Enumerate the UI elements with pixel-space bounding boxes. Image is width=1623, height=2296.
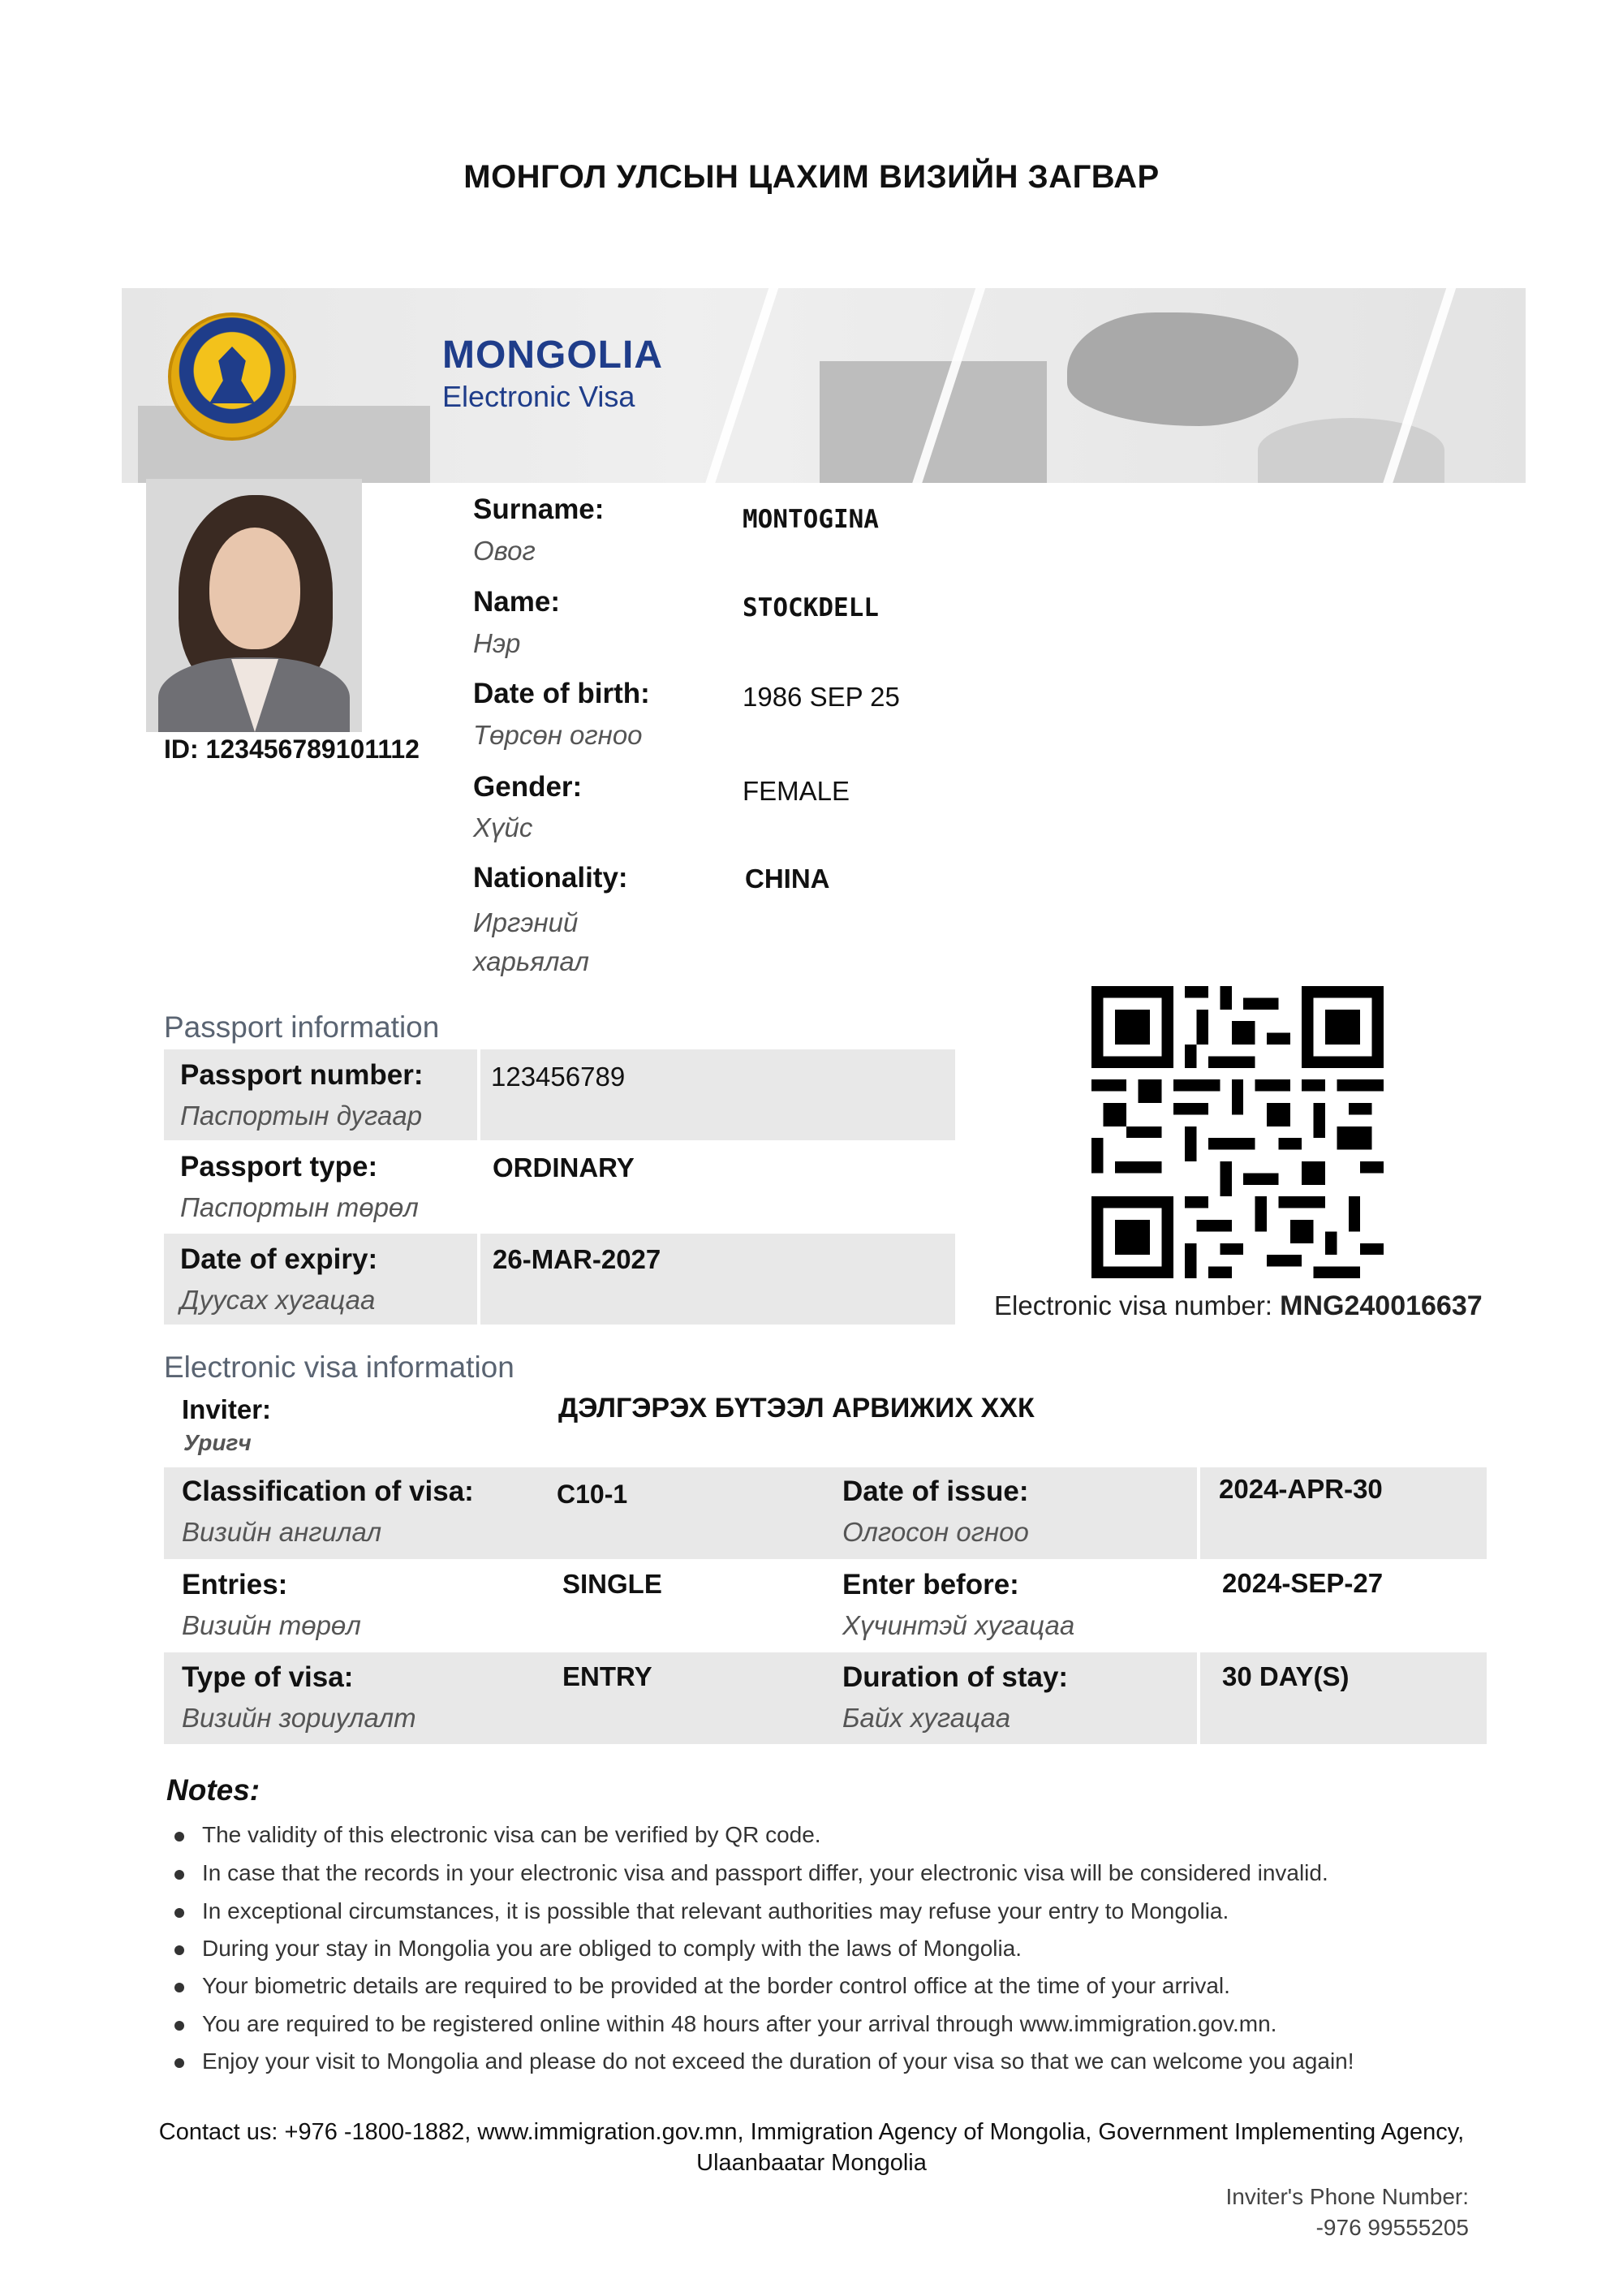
visa-classification-value: C10-1	[557, 1480, 628, 1509]
inviter-sub: Уригч	[183, 1430, 252, 1455]
stay-duration-sub: Байх хугацаа	[842, 1703, 1011, 1733]
holder-id	[164, 734, 420, 765]
gender-value: FEMALE	[743, 776, 850, 806]
holder-photo	[146, 479, 362, 732]
entries-sub: Визийн төрөл	[182, 1610, 361, 1640]
banner-divider	[695, 288, 783, 483]
visa-section-title: Electronic visa information	[164, 1350, 514, 1384]
bullet-icon	[174, 2021, 184, 2031]
inviter-label: Inviter:	[182, 1394, 272, 1424]
banner	[122, 288, 1526, 483]
enter-before-label: Enter before:	[842, 1569, 1019, 1600]
passport-column-divider	[477, 1049, 480, 1325]
contact-line-2: Ulaanbaatar Mongolia	[696, 2150, 927, 2176]
passport-type-label: Passport type:	[180, 1151, 378, 1182]
banner-building-image	[138, 406, 430, 483]
bullet-icon	[174, 1945, 184, 1955]
brand-subtitle: Electronic Visa	[442, 380, 635, 413]
dob-value: 1986 SEP 25	[743, 682, 900, 712]
surname-sub: Овог	[473, 536, 536, 566]
name-label: Name:	[473, 586, 560, 618]
note-item: The validity of this electronic visa can be verified by QR code.	[174, 1822, 821, 1848]
mongolia-emblem-icon	[168, 312, 296, 441]
inviter-phone-value: -976 99555205	[1315, 2215, 1469, 2240]
name-sub: Нэр	[473, 628, 521, 658]
inviter-phone	[1226, 2182, 1469, 2243]
page-title: МОНГОЛ УЛСЫН ЦАХИМ ВИЗИЙН ЗАГВАР	[463, 159, 1160, 195]
visa-column-divider	[1197, 1467, 1200, 1744]
contact-line-1: Contact us: +976 -1800-1882, www.immigration.gov.mn, Immigration Agency of Mongolia, Government Implementing Agency,	[158, 2119, 1465, 2145]
passport-type-sub: Паспортын төрөл	[180, 1192, 419, 1222]
visa-type-sub: Визийн зориулалт	[182, 1703, 416, 1733]
note-item: In exceptional circumstances, it is possible that relevant authorities may refuse your entry to Mongolia.	[174, 1898, 1229, 1924]
enter-before-value: 2024-SEP-27	[1222, 1568, 1384, 1598]
evisa-number-label: Electronic visa number:	[994, 1290, 1272, 1320]
inviter-phone-label: Inviter's Phone Number:	[1225, 2184, 1469, 2209]
nationality-value: CHINA	[745, 864, 830, 894]
issue-date-value: 2024-APR-30	[1219, 1474, 1383, 1504]
passport-number-sub: Паспортын дугаар	[180, 1101, 423, 1131]
dob-label: Date of birth:	[473, 678, 650, 709]
bullet-icon	[174, 1983, 184, 1992]
gender-sub: Хүйс	[473, 812, 533, 842]
note-item: Enjoy your visit to Mongolia and please do not exceed the duration of your visa so that we can welcome you again!	[174, 2048, 1354, 2074]
evisa-number-value: MNG240016637	[1280, 1290, 1483, 1321]
holder-id-label: ID:	[164, 734, 199, 764]
passport-expiry-label: Date of expiry:	[180, 1243, 378, 1275]
mongolia-map-image	[1067, 312, 1298, 426]
issue-date-label: Date of issue:	[842, 1475, 1029, 1507]
nationality-sub: Иргэний харьялал	[473, 907, 590, 976]
passport-number-label: Passport number:	[180, 1059, 424, 1091]
entries-label: Entries:	[182, 1569, 288, 1600]
inviter-value: ДЭЛГЭРЭХ БҮТЭЭЛ АРВИЖИХ ХХК	[558, 1393, 1035, 1424]
bullet-icon	[174, 1832, 184, 1842]
enter-before-sub: Хүчинтэй хугацаа	[842, 1610, 1075, 1640]
passport-section-title: Passport information	[164, 1010, 440, 1044]
passport-type-value: ORDINARY	[493, 1152, 635, 1182]
verification-qr-code	[1091, 986, 1384, 1278]
banner-landscape-image	[1258, 418, 1444, 483]
note-item: During your stay in Mongolia you are obliged to comply with the laws of Mongolia.	[174, 1936, 1022, 1962]
note-item: In case that the records in your electronic visa and passport differ, your electronic visa will be considered invalid.	[174, 1860, 1328, 1886]
visa-classification-sub: Визийн ангилал	[182, 1517, 382, 1547]
issue-date-sub: Олгосон огноо	[842, 1517, 1029, 1547]
note-item: Your biometric details are required to be provided at the border control office at the time of your arrival.	[174, 1973, 1230, 1999]
nationality-label: Nationality:	[473, 862, 628, 894]
stay-duration-value: 30 DAY(S)	[1222, 1661, 1350, 1691]
contact-info	[97, 2117, 1526, 2178]
passport-expiry-value: 26-MAR-2027	[493, 1244, 661, 1274]
gender-label: Gender:	[473, 771, 583, 803]
qr-code-image	[1091, 986, 1384, 1278]
notes-title: Notes:	[166, 1773, 260, 1807]
brand-title: MONGOLIA	[442, 334, 663, 377]
passport-number-value: 123456789	[491, 1062, 626, 1092]
evisa-number	[994, 1290, 1483, 1322]
stay-duration-label: Duration of stay:	[842, 1661, 1069, 1693]
surname-value: MONTOGINA	[743, 505, 879, 534]
note-item: You are required to be registered online within 48 hours after your arrival through www.immigration.gov.mn.	[174, 2011, 1276, 2037]
dob-sub: Төрсөн огноо	[473, 720, 643, 750]
visa-classification-label: Classification of visa:	[182, 1475, 474, 1507]
visa-type-label: Type of visa:	[182, 1661, 354, 1693]
holder-id-value: 123456789101112	[205, 734, 420, 764]
name-value: STOCKDELL	[743, 593, 879, 622]
passport-expiry-sub: Дуусах хугацаа	[180, 1285, 376, 1315]
entries-value: SINGLE	[562, 1569, 662, 1599]
visa-type-value: ENTRY	[562, 1661, 652, 1691]
bullet-icon	[174, 1870, 184, 1880]
bullet-icon	[174, 2058, 184, 2068]
bullet-icon	[174, 1908, 184, 1918]
surname-label: Surname:	[473, 493, 605, 525]
